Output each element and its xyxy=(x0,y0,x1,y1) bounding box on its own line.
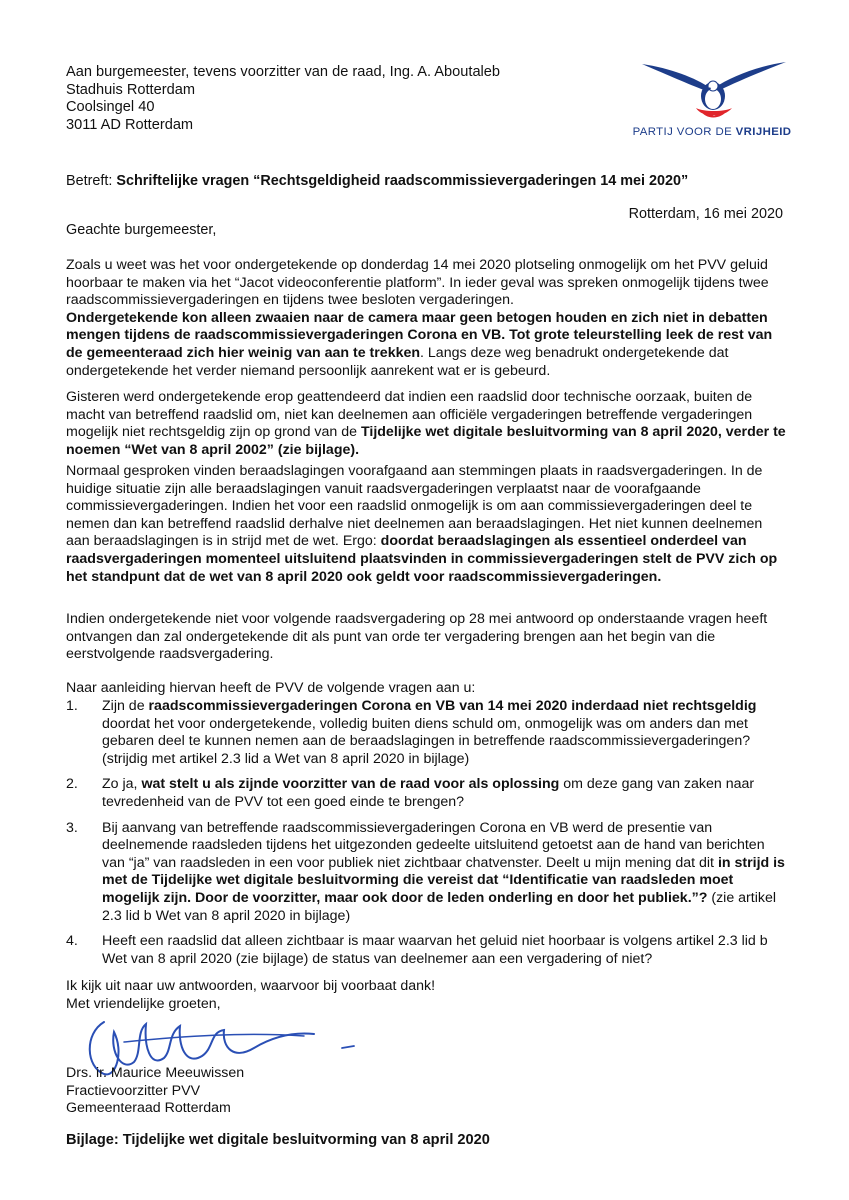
subject-label: Betreft: xyxy=(66,173,117,189)
paragraph-3 xyxy=(66,463,786,586)
seagull-icon xyxy=(640,58,788,122)
closing xyxy=(66,978,786,1013)
question-number: 1. xyxy=(66,698,78,714)
signer-block xyxy=(66,1065,244,1118)
logo-text-emphasis: VRIJHEID xyxy=(735,126,792,138)
paragraph-emphasis: Tijdelijke wet digitale besluitvorming van 8 april 2020, verder te noemen “Wet van 8 april 2002” (zie bijlage). xyxy=(66,424,786,458)
subject-line xyxy=(66,173,688,191)
question-text: (zie artikel 2.3 lid b Wet van 8 april 2020 in bijlage) xyxy=(102,889,776,924)
question-number: 2. xyxy=(66,776,78,793)
question-number: 4. xyxy=(66,933,78,950)
list-item xyxy=(66,820,786,926)
paragraph-text: Normaal gesproken vinden beraadslagingen voorafgaand aan stemmingen plaats in raadsvergaderingen. In de huidige situatie zijn alle beraadslagingen vanuit raadsvergaderingen verplaatst naar de voorafgaande commissievergaderingen. Indien het voor een raadslid onmogelijk is om aan commissievergaderingen deel te nemen dan kan betreffend raadslid derhalve niet deelnemen aan beraadslagingen. Het niet kunnen deelnemen aan beraadslagingen is in strijd met de wet. Ergo: xyxy=(66,463,763,550)
signer-org: Gemeenteraad Rotterdam xyxy=(66,1100,231,1117)
question-emphasis: wat stelt u als zijnde voorzitter van de raad voor als oplossing xyxy=(141,776,560,793)
question-text: om deze gang van zaken naar tevredenheid van de PVV tot een goed einde te brengen? xyxy=(102,776,755,810)
address-line: Aan burgemeester, tevens voorzitter van de raad, Ing. A. Aboutaleb xyxy=(66,64,501,80)
closing-line: Ik kijk uit naar uw antwoorden, waarvoor bij voorbaat dank! xyxy=(66,978,436,994)
question-text: doordat het voor ondergetekende, volledig buiten diens schuld om, onmogelijk was om anders dan met gebaren deel te kunnen nemen aan de beraadslagingen in betreffende raadscommissievergaderingen? (strijdig met artikel 2.3 lid a Wet van 8 april 2020 in bijlage) xyxy=(102,715,751,767)
paragraph-text: . Langs deze weg benadrukt ondergetekende dat ondergetekende het verder niemand persoonlijk aanrekent wat er is gebeurd. xyxy=(66,344,729,379)
signer-name: Drs. ir. Maurice Meeuwissen xyxy=(66,1065,245,1081)
question-text: Heeft een raadslid dat alleen zichtbaar is maar waarvan het geluid niet hoorbaar is volgens artikel 2.3 lid b Wet van 8 april 2020 (zie bijlage) de status van deelnemer aan een vergadering of niet? xyxy=(102,933,768,967)
address-line: Coolsingel 40 xyxy=(66,99,155,116)
attachment-note xyxy=(66,1132,490,1150)
questions-intro: Naar aanleiding hiervan heeft de PVV de volgende vragen aan u: xyxy=(66,680,476,696)
paragraph-text: Gisteren werd ondergetekende erop geattendeerd dat indien een raadslid door technische oorzaak, buiten de macht van betreffend raadslid om, niet kan deelnemen aan officiële vergaderingen betreffende vergaderingen mogelijk niet rechtsgeldig zijn op grond van de xyxy=(66,389,753,441)
logo-text-part: PARTIJ VOOR DE xyxy=(632,126,736,138)
paragraph-1 xyxy=(66,257,786,380)
question-emphasis: raadscommissievergaderingen Corona en VB van 14 mei 2020 inderdaad niet rechtsgeldig xyxy=(148,698,757,714)
question-text: Zo ja, xyxy=(102,776,142,793)
pvv-logo xyxy=(632,58,792,142)
address-line: 3011 AD Rotterdam xyxy=(66,116,194,133)
letter-date: Rotterdam, 16 mei 2020 xyxy=(628,206,783,222)
subject-text: Schriftelijke vragen “Rechtsgeldigheid raadscommissievergaderingen 14 mei 2020” xyxy=(116,173,689,189)
question-emphasis: in strijd is met de Tijdelijke wet digitale besluitvorming die vereist dat “Identificatie van raadsleden moet mogelijk zijn. Door de voorzitter, maar ook door de leden onderling en door het publiek.”? xyxy=(102,854,785,906)
list-item xyxy=(66,933,786,968)
address-line: Stadhuis Rotterdam xyxy=(66,81,195,98)
paragraph-emphasis: doordat beraadslagingen als essentieel onderdeel van raadsvergaderingen momenteel uitsluitend plaatsvinden in commissievergaderingen stelt de PVV zich op het standpunt dat de wet van 8 april 2020 ook geldt voor raadscommissievergaderingen. xyxy=(66,533,778,585)
list-item xyxy=(66,776,786,811)
salutation: Geachte burgemeester, xyxy=(66,222,217,238)
questions-list xyxy=(66,698,786,976)
paragraph-emphasis: Ondergetekende kon alleen zwaaien naar de camera maar geen betogen houden en zich niet in debatten mengen tijdens de raadscommissievergaderingen Corona en VB. Tot grote teleurstelling leek de rest van de gemeenteraad zich hier weinig van aan te trekken xyxy=(66,309,773,361)
list-item xyxy=(66,698,786,768)
paragraph-4: Indien ondergetekende niet voor volgende raadsvergadering op 28 mei antwoord op onderstaande vragen heeft ontvangen dan zal ondergetekende dit als punt van orde ter vergadering brengen aan het begin van die eerstvolgende raadsvergadering. xyxy=(66,611,768,663)
attachment-text: Bijlage: Tijdelijke wet digitale besluitvorming van 8 april 2020 xyxy=(66,1132,490,1148)
closing-line: Met vriendelijke groeten, xyxy=(66,995,221,1012)
logo-text xyxy=(622,124,802,142)
paragraph-text: Zoals u weet was het voor ondergetekende op donderdag 14 mei 2020 plotseling onmogelijk om het PVV geluid hoorbaar te maken via het “Jacot videoconferentie platform”. In ieder geval was spreken onmogelijk tijdens twee raadscommissievergaderingen en tijdens twee besloten vergaderingen. xyxy=(66,257,769,309)
signer-role: Fractievoorzitter PVV xyxy=(66,1082,201,1099)
recipient-address xyxy=(66,64,500,134)
question-text: Zijn de xyxy=(102,698,149,714)
paragraph-2 xyxy=(66,389,786,459)
question-text: Bij aanvang van betreffende raadscommissievergaderingen Corona en VB werd de presentie van deelnemende raadsleden tijdens het uitgezonden gedeelte uitsluitend getoetst aan de hand van berichten van “ja” van raadsleden in een voor publiek niet zichtbaar chatvenster. Deelt u mijn mening dat dit xyxy=(102,819,765,871)
question-number: 3. xyxy=(66,819,78,836)
